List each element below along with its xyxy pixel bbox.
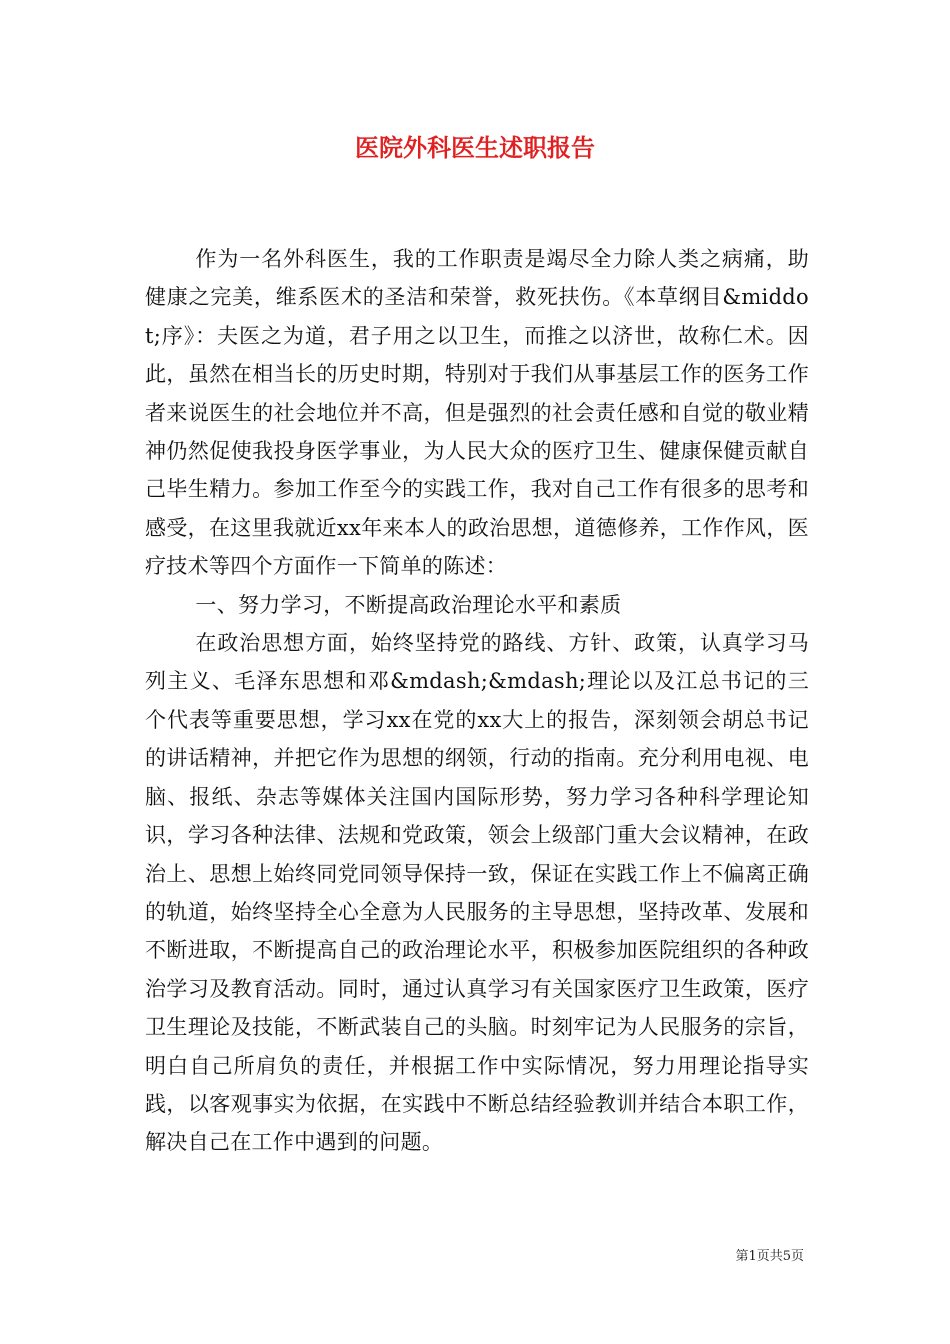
intro-paragraph: 作为一名外科医生，我的工作职责是竭尽全力除人类之病痛，助健康之完美，维系医术的圣洁和荣誉，救死扶伤。《本草纲目&middot;序》：夫医之为道，君子用之以卫生，而推之以济世，故称仁术。因此，虽然在相当长的历史时期，特别对于我们从事基层工作的医务工作者来说医生的社会地位并不高，但是强烈的社会责任感和自觉的敬业精神仍然促使我投身医学事业，为人民大众的医疗卫生、健康保健贡献自己毕生精力。参加工作至今的实践工作，我对自己工作有很多的思考和感受，在这里我就近xx年来本人的政治思想，道德修养，工作作风，医疗技术等四个方面作一下简单的陈述： [145,247,809,579]
document-body [145,240,809,1162]
section-heading: 一、努力学习，不断提高政治理论水平和素质 [195,592,622,617]
section-paragraph: 在政治思想方面，始终坚持党的路线、方针、政策，认真学习马列主义、毛泽东思想和邓&mdash;&mdash;理论以及江总书记的三个代表等重要思想，学习xx在党的xx大上的报告，深刻领会胡总书记的讲话精神，并把它作为思想的纲领，行动的指南。充分利用电视、电脑、报纸、杂志等媒体关注国内国际形势，努力学习各种科学理论知识，学习各种法律、法规和党政策，领会上级部门重大会议精神，在政治上、思想上始终同党同领导保持一致，保证在实践工作上不偏离正确的轨道，始终坚持全心全意为人民服务的主导思想，坚持改革、发展和不断进取，不断提高自己的政治理论水平，积极参加医院组织的各种政治学习及教育活动。同时，通过认真学习有关国家医疗卫生政策，医疗卫生理论及技能，不断武装自己的头脑。时刻牢记为人民服务的宗旨，明白自己所肩负的责任，并根据工作中实际情况，努力用理论指导实践，以客观事实为依据，在实践中不断总结经验教训并结合本职工作，解决自己在工作中遇到的问题。 [145,631,809,1155]
page-number: 第1页共5页 [735,1249,804,1264]
page-title: 医院外科医生述职报告 [355,133,595,162]
